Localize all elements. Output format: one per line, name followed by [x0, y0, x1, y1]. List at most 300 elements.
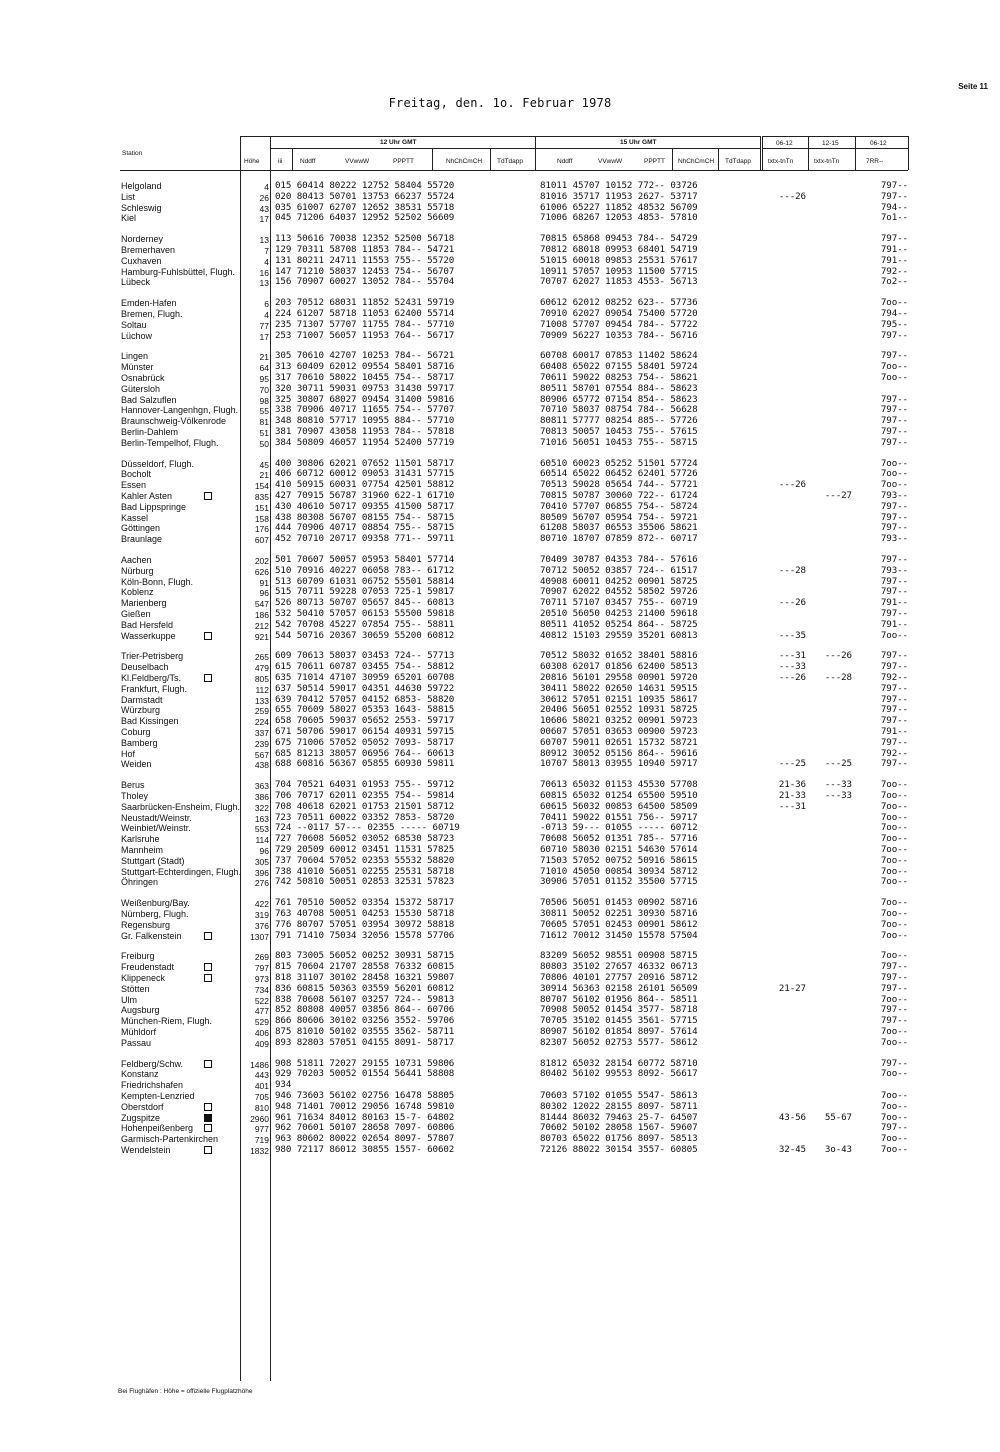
table-row — [0, 587, 1000, 597]
obs-15-utc: 72126 88022 30154 3557- 60805 — [540, 1144, 698, 1155]
precip-06-12: 797-- — [880, 693, 908, 705]
obs-15-utc: 70605 57051 02453 00901 58612 — [540, 918, 698, 930]
precip-06-12: 7oo-- — [880, 929, 908, 941]
station-name: Stuttgart (Stadt) — [121, 855, 185, 866]
obs-12-utc: 515 70711 59228 07053 725-1 59817 — [275, 586, 455, 598]
station-height: 77 — [259, 320, 269, 331]
station-name: Hannover-Langenhgn, Flugh. — [121, 405, 239, 416]
obs-15-utc: 70613 65032 01153 45530 57708 — [540, 779, 698, 791]
precip-06-12: 797-- — [880, 704, 908, 716]
obs-12-utc: 544 50716 20367 30659 55200 60812 — [275, 629, 455, 641]
table-row — [0, 427, 1000, 437]
col-12-clouds: NhChCmCH — [446, 158, 483, 165]
obs-12-utc: 147 71210 58037 12453 754-- 56707 — [275, 265, 455, 277]
station-height: 607 — [254, 535, 269, 546]
obs-12-utc: 406 60712 60012 09053 31431 57715 — [275, 468, 455, 480]
obs-12-utc: 737 70604 57052 02353 55532 58820 — [275, 854, 455, 866]
obs-12-utc: 723 70511 60022 03352 7853- 58720 — [275, 811, 455, 823]
station-height: 479 — [254, 663, 269, 674]
obs-15-utc: 70910 62027 09054 75400 57720 — [540, 308, 698, 319]
obs-15-utc: 60612 62012 08252 623-- 57736 — [540, 297, 698, 309]
station-name: Kiel — [121, 213, 137, 224]
obs-15-utc: 80912 30052 05156 864-- 59616 — [540, 747, 698, 759]
table-row — [0, 673, 1000, 683]
station-name: Lübeck — [121, 277, 151, 288]
obs-15-utc: 70611 59022 08253 754-- 58621 — [540, 372, 698, 383]
precip-06-12: 797-- — [880, 426, 908, 437]
obs-12-utc: 410 50915 60031 07754 42501 58812 — [275, 479, 455, 491]
precip-06-12: 7oo-- — [880, 950, 908, 962]
station-height: 70 — [259, 384, 269, 395]
table-row — [0, 277, 1000, 287]
open-square-icon — [204, 1103, 212, 1111]
obs-15-utc: 70608 56052 01351 785-- 57716 — [540, 833, 698, 845]
temp-range-06-12: 43-56 — [778, 1111, 806, 1123]
obs-12-utc: 203 70512 68031 11852 52431 59719 — [275, 297, 455, 309]
obs-15-utc: 60708 60017 07853 11402 58624 — [540, 350, 698, 362]
obs-12-utc: 815 70604 21707 28558 76332 60815 — [275, 961, 455, 973]
precip-06-12: 7oo-- — [880, 1133, 908, 1145]
obs-12-utc: 708 40618 62021 01753 21501 58712 — [275, 800, 455, 812]
station-name: Kempten-Lenzried — [121, 1091, 195, 1101]
obs-12-utc: 305 70610 42707 10253 784-- 56721 — [275, 350, 455, 362]
obs-12-utc: 791 71410 75034 32056 15578 57706 — [275, 929, 455, 941]
station-height: 438 — [254, 760, 269, 771]
station-height: 443 — [254, 1070, 269, 1081]
temp-range-06-12: ---31 — [778, 800, 806, 812]
station-height: 337 — [254, 728, 269, 738]
table-row — [0, 620, 1000, 630]
precip-06-12: 7oo-- — [880, 297, 908, 309]
obs-15-utc: 82307 56052 02753 5577- 58612 — [540, 1036, 698, 1048]
obs-15-utc: 70410 57707 06855 754-- 58724 — [540, 500, 698, 512]
col-15-clouds: NhChCmCH — [678, 158, 715, 165]
station-height: 422 — [254, 899, 269, 910]
obs-15-utc: 60710 58030 02151 54630 57614 — [540, 844, 698, 855]
table-row — [0, 705, 1000, 715]
obs-15-utc: 80511 58701 07554 884-- 58623 — [540, 382, 698, 394]
station-name: Berlin-Tempelhof, Flugh. — [121, 437, 219, 448]
station-height: 158 — [254, 513, 269, 524]
station-height: 50 — [259, 438, 269, 449]
station-height: 705 — [254, 1092, 269, 1102]
obs-15-utc: 70908 50052 01454 3577- 58718 — [540, 1004, 698, 1016]
station-name: Freiburg — [121, 951, 155, 962]
table-row — [0, 791, 1000, 801]
obs-12-utc: 253 71007 56057 11953 764-- 56717 — [275, 329, 455, 341]
obs-15-utc: 70806 40101 27757 20916 58712 — [540, 972, 698, 983]
obs-15-utc: 80803 35102 27657 46332 06713 — [540, 961, 698, 973]
obs-15-utc: 70909 56227 10353 784-- 56716 — [540, 329, 698, 341]
station-height: 163 — [254, 813, 269, 824]
station-name: Hamburg-Fuhlsbüttel, Flugh. — [121, 266, 236, 277]
obs-15-utc: 20510 56050 04253 21400 59618 — [540, 608, 698, 619]
table-row — [0, 845, 1000, 855]
obs-15-utc: 81011 45707 10152 772-- 03726 — [540, 180, 698, 191]
station-header: Station — [122, 150, 143, 157]
table-row — [0, 213, 1000, 223]
obs-15-utc: 70506 56051 01453 00902 58716 — [540, 897, 698, 909]
obs-12-utc: 655 70609 58027 05353 1643- 58815 — [275, 704, 455, 716]
station-name: Friedrichshafen — [121, 1080, 184, 1091]
obs-12-utc: 963 80602 80022 02654 8097- 57807 — [275, 1133, 455, 1145]
open-square-icon — [204, 932, 212, 940]
station-name: Berlin-Dahlem — [121, 427, 179, 437]
col-12-nddff: Nddff — [300, 158, 316, 165]
table-row — [0, 1145, 1000, 1155]
precip-06-12: 791-- — [880, 726, 908, 737]
table-row — [0, 1069, 1000, 1079]
obs-15-utc: 70409 30787 04353 784-- 57616 — [540, 554, 698, 565]
col-12-tdtdapp: TdTdapp — [497, 158, 524, 165]
obs-15-utc: 81812 65032 28154 60772 58710 — [540, 1057, 698, 1069]
station-name: Norderney — [121, 234, 164, 245]
table-row — [0, 823, 1000, 833]
station-name: Öhringen — [121, 877, 159, 888]
obs-15-utc: 71612 70012 31450 15578 57504 — [540, 929, 698, 941]
table-row — [0, 469, 1000, 479]
obs-15-utc: 30906 57051 01152 35500 57715 — [540, 876, 698, 888]
station-name: Kl.Feldberg/Ts. — [121, 673, 182, 683]
table-row — [0, 395, 1000, 405]
open-square-icon — [204, 963, 212, 971]
obs-15-utc: 60308 62017 01856 62400 58513 — [540, 661, 698, 673]
station-height: 1486 — [250, 1059, 269, 1070]
extra-3-period: 06-12 — [870, 140, 887, 147]
station-height: 305 — [254, 856, 269, 867]
station-name: Bad Salzuflen — [121, 394, 177, 405]
precip-06-12: 7oo-- — [880, 876, 908, 888]
table-row — [0, 813, 1000, 823]
col-15-nddff: Nddff — [557, 158, 573, 165]
precip-06-12: 795-- — [880, 318, 908, 330]
precip-06-12: 794-- — [880, 308, 908, 319]
precip-06-12: 797-- — [880, 436, 908, 448]
station-name: Passau — [121, 1037, 152, 1048]
obs-12-utc: 513 60709 61031 06752 55501 58814 — [275, 575, 455, 587]
obs-12-utc: 763 40708 50051 04253 15530 58718 — [275, 908, 455, 919]
table-row — [0, 962, 1000, 972]
precip-06-12: 7oo-- — [880, 1144, 908, 1155]
table-row — [0, 309, 1000, 319]
temp-range-12-15: 55-67 — [824, 1111, 852, 1123]
obs-15-utc: 00607 57051 03653 00900 59723 — [540, 726, 698, 737]
station-height: 81 — [259, 417, 269, 428]
obs-12-utc: 542 70708 45227 07854 755-- 58811 — [275, 618, 455, 630]
station-height: 26 — [259, 192, 269, 203]
precip-06-12: 791-- — [880, 618, 908, 630]
station-height: 269 — [254, 952, 269, 963]
station-name: Stötten — [121, 983, 150, 994]
table-row — [0, 1038, 1000, 1048]
precip-06-12: 792-- — [880, 672, 908, 683]
station-height: 112 — [255, 684, 269, 695]
precip-06-12: 7o1-- — [880, 212, 908, 224]
station-height: 4 — [264, 256, 269, 267]
precip-06-12: 797-- — [880, 511, 908, 523]
table-row — [0, 203, 1000, 213]
precip-06-12: 797-- — [880, 190, 908, 202]
obs-12-utc: 929 70203 50052 01554 56441 58808 — [275, 1068, 455, 1080]
station-height: 921 — [254, 631, 269, 642]
obs-12-utc: 729 20509 60012 03451 11531 57825 — [275, 844, 455, 855]
obs-12-utc: 313 60409 62012 09554 58401 58716 — [275, 361, 455, 373]
station-height: 810 — [254, 1102, 269, 1113]
table-row — [0, 877, 1000, 887]
footnote: Bei Flughäfen : Höhe = offizielle Flugplatzhöhe — [118, 1388, 253, 1395]
station-name: Braunschweig-Völkenrode — [121, 416, 227, 427]
col-15-ppptt: PPPTT — [644, 158, 665, 165]
station-height: 319 — [254, 910, 269, 920]
obs-15-utc: 20406 56051 02552 10931 58725 — [540, 704, 698, 716]
station-name: Garmisch-Partenkirchen — [121, 1134, 219, 1145]
station-height: 133 — [254, 695, 269, 706]
station-height: 16 — [259, 267, 269, 278]
station-name: Wasserkuppe — [121, 630, 176, 641]
obs-15-utc: 60815 65032 01254 65500 59510 — [540, 790, 698, 801]
station-name: Trier-Petrisberg — [121, 651, 184, 662]
obs-15-utc: 61006 65227 11852 48532 56709 — [540, 201, 698, 213]
obs-15-utc: 80710 18707 07859 872-- 60717 — [540, 533, 698, 545]
station-height: 322 — [254, 802, 269, 813]
table-row — [0, 513, 1000, 523]
obs-15-utc: 80509 56707 05954 754-- 59721 — [540, 511, 698, 523]
table-row — [0, 684, 1000, 694]
obs-15-utc: 60510 60023 05252 51501 57724 — [540, 457, 698, 469]
obs-15-utc: 71503 57052 00752 50916 58615 — [540, 854, 698, 866]
obs-12-utc: 400 30806 62021 07652 11501 58717 — [275, 457, 455, 469]
table-row — [0, 662, 1000, 672]
obs-12-utc: 526 80713 50707 05657 845-- 60813 — [275, 597, 455, 609]
obs-12-utc: 836 60815 50363 03559 56201 60812 — [275, 982, 455, 994]
station-height: 13 — [259, 278, 269, 289]
obs-15-utc: 70815 65868 09453 784-- 54729 — [540, 233, 698, 245]
station-name: Regensburg — [121, 919, 171, 930]
temp-range-06-12: 21-36 — [778, 779, 806, 791]
precip-06-12: 794-- — [880, 201, 908, 213]
station-name: Bremerhaven — [121, 245, 176, 255]
table-row — [0, 951, 1000, 961]
obs-15-utc: 20816 56101 29558 00901 59720 — [540, 672, 698, 683]
precip-06-12: 797-- — [880, 415, 908, 427]
station-name: Bamberg — [121, 737, 158, 748]
obs-12-utc: 675 71006 57052 05052 7093- 58717 — [275, 736, 455, 748]
table-row — [0, 267, 1000, 277]
precip-06-12: 791-- — [880, 254, 908, 266]
precip-06-12: 7oo-- — [880, 908, 908, 919]
obs-15-utc: 10707 58013 03955 10940 59717 — [540, 758, 698, 770]
station-height: 45 — [259, 459, 269, 470]
table-row — [0, 192, 1000, 202]
precip-06-12: 793-- — [880, 533, 908, 545]
station-name: Nürburg — [121, 565, 154, 576]
precip-06-12: 7oo-- — [880, 468, 908, 480]
obs-12-utc: 113 50616 70038 12352 52500 56718 — [275, 233, 455, 245]
station-name: Würzburg — [121, 705, 161, 716]
precip-06-12: 797-- — [880, 758, 908, 770]
station-name: Feldberg/Schw. — [121, 1058, 184, 1069]
precip-06-12: 797-- — [880, 661, 908, 673]
table-row — [0, 523, 1000, 533]
obs-12-utc: 348 80810 57717 10955 884-- 57710 — [275, 415, 455, 427]
station-name: Oberstdorf — [121, 1101, 164, 1112]
precip-06-12: 797-- — [880, 554, 908, 565]
station-height: 55 — [259, 406, 269, 417]
obs-12-utc: 980 72117 86012 30855 1557- 60602 — [275, 1144, 455, 1155]
col-15-vvwww: VVwwW — [598, 158, 623, 165]
precip-06-12: 7oo-- — [880, 844, 908, 855]
station-height: 202 — [254, 556, 269, 566]
obs-12-utc: 658 70605 59037 05652 2553- 59717 — [275, 715, 455, 727]
open-square-icon — [204, 1060, 212, 1068]
temp-range-06-12: ---35 — [778, 629, 806, 641]
obs-15-utc: 70815 50787 30060 722-- 61724 — [540, 490, 698, 501]
table-row — [0, 555, 1000, 565]
obs-12-utc: 438 80308 56707 08155 754-- 58715 — [275, 511, 455, 523]
col-12-ppptt: PPPTT — [393, 158, 414, 165]
table-row — [0, 931, 1000, 941]
group-15-header: 15 Uhr GMT — [620, 139, 657, 146]
table-row — [0, 1091, 1000, 1101]
obs-12-utc: 776 80707 57051 03954 30972 58818 — [275, 918, 455, 930]
station-height: 401 — [254, 1081, 269, 1092]
temp-range-06-12: ---26 — [778, 479, 806, 491]
obs-12-utc: 430 40610 50717 09355 41500 58717 — [275, 500, 455, 512]
obs-12-utc: 934 — [275, 1079, 292, 1091]
station-height: 797 — [254, 963, 269, 974]
precip-06-12: 797-- — [880, 575, 908, 587]
precip-06-12: 797-- — [880, 500, 908, 512]
table-row — [0, 749, 1000, 759]
precip-06-12: 797-- — [880, 1004, 908, 1016]
obs-12-utc: 908 51811 72027 29155 10731 59806 — [275, 1057, 455, 1069]
station-height: 805 — [254, 674, 269, 684]
station-name: Weißenburg/Bay. — [121, 898, 190, 909]
precip-06-12: 7oo-- — [880, 811, 908, 823]
station-height: 396 — [254, 867, 269, 878]
precip-06-12: 797-- — [880, 1057, 908, 1069]
table-row — [0, 320, 1000, 330]
station-name: Hof — [121, 748, 136, 759]
station-name: Mannheim — [121, 845, 164, 855]
obs-15-utc: 60707 59011 02651 15732 58721 — [540, 736, 698, 748]
obs-15-utc: 60615 56032 00853 64500 58509 — [540, 800, 698, 812]
station-height: 1832 — [250, 1146, 269, 1156]
obs-15-utc: 70711 57107 03457 755-- 60719 — [540, 597, 698, 609]
table-row — [0, 491, 1000, 501]
station-height: 973 — [254, 974, 269, 984]
station-height: 2960 — [250, 1113, 269, 1124]
station-height: 409 — [254, 1038, 269, 1049]
station-height: 4 — [264, 182, 269, 192]
table-row — [0, 867, 1000, 877]
obs-12-utc: 706 70717 62011 02355 754-- 59814 — [275, 790, 455, 801]
station-name: Gießen — [121, 609, 151, 619]
table-row — [0, 898, 1000, 908]
table-row — [0, 480, 1000, 490]
obs-15-utc: 51015 60018 09853 25531 57617 — [540, 254, 698, 266]
table-row — [0, 651, 1000, 661]
station-height: 529 — [254, 1017, 269, 1028]
obs-12-utc: 893 82803 57051 04155 8091- 58717 — [275, 1036, 455, 1048]
station-name: Ulm — [121, 994, 137, 1005]
temp-range-12-15: ---26 — [824, 650, 852, 662]
station-height: 13 — [259, 235, 269, 246]
station-name: Helgoland — [121, 181, 162, 191]
obs-15-utc: 70603 57102 01055 5547- 58613 — [540, 1090, 698, 1101]
obs-12-utc: 131 80211 24711 11553 755-- 55720 — [275, 254, 455, 266]
station-name: List — [121, 191, 136, 202]
station-height: 186 — [254, 610, 269, 620]
temp-range-12-15: ---27 — [824, 490, 852, 501]
table-row — [0, 577, 1000, 587]
obs-15-utc: 71006 68267 12053 4853- 57810 — [540, 212, 698, 224]
obs-12-utc: 015 60414 80222 12752 58404 55720 — [275, 180, 455, 191]
table-row — [0, 1005, 1000, 1015]
obs-15-utc: 10606 58021 03252 00901 59723 — [540, 715, 698, 727]
station-name: Hohenpeißenberg — [121, 1123, 194, 1134]
precip-06-12: 797-- — [880, 961, 908, 973]
station-height: 259 — [254, 706, 269, 717]
station-name: Coburg — [121, 727, 151, 737]
table-row — [0, 362, 1000, 372]
station-name: Karlsruhe — [121, 834, 160, 845]
table-row — [0, 738, 1000, 748]
table-row — [0, 331, 1000, 341]
station-name: Darmstadt — [121, 694, 163, 705]
precip-06-12: 7oo-- — [880, 372, 908, 383]
precip-06-12: 797-- — [880, 404, 908, 416]
precip-06-12: 797-- — [880, 522, 908, 534]
precip-06-12: 797-- — [880, 180, 908, 191]
obs-12-utc: 129 70311 58708 11853 784-- 54721 — [275, 244, 455, 255]
precip-06-12: 797-- — [880, 233, 908, 245]
group-12-header: 12 Uhr GMT — [380, 139, 417, 146]
obs-12-utc: 635 71014 47107 30959 65201 60708 — [275, 672, 455, 683]
station-name: Berus — [121, 780, 145, 791]
obs-15-utc: 80703 65022 01756 8097- 58513 — [540, 1133, 698, 1145]
page-number: Seite 11 — [958, 82, 988, 91]
obs-15-utc: 70602 50102 28058 1567- 59607 — [540, 1122, 698, 1134]
station-name: Weinbiet/Weinstr. — [121, 823, 191, 834]
temp-range-06-12: ---26 — [778, 597, 806, 609]
obs-15-utc: 80302 12022 28155 8097- 58711 — [540, 1100, 698, 1112]
station-name: Schleswig — [121, 202, 162, 213]
table-row — [0, 256, 1000, 266]
table-row — [0, 802, 1000, 812]
col-15-tdtdapp: TdTdapp — [725, 158, 752, 165]
precip-06-12: 7oo-- — [880, 1111, 908, 1123]
extra-3-label: 7RR-- — [866, 158, 884, 165]
station-name: Augsburg — [121, 1005, 160, 1016]
obs-12-utc: 020 80413 50701 13753 66237 55724 — [275, 190, 455, 202]
precip-06-12: 7oo-- — [880, 897, 908, 909]
table-row — [0, 1027, 1000, 1037]
obs-12-utc: 609 70613 58037 03453 724-- 57713 — [275, 650, 455, 662]
precip-06-12: 7oo-- — [880, 1090, 908, 1101]
obs-15-utc: -0713 59--- 01055 ----- 60712 — [540, 822, 698, 834]
station-height: 154 — [254, 481, 269, 492]
table-row — [0, 973, 1000, 983]
station-name: Bad Kissingen — [121, 716, 179, 727]
station-name: Koblenz — [121, 587, 154, 598]
precip-06-12: 797-- — [880, 393, 908, 405]
table-row — [0, 759, 1000, 769]
station-height: 977 — [254, 1124, 269, 1135]
station-height: 176 — [254, 524, 269, 535]
station-name: Stuttgart-Echterdingen, Flugh. — [121, 866, 242, 877]
table-row — [0, 245, 1000, 255]
